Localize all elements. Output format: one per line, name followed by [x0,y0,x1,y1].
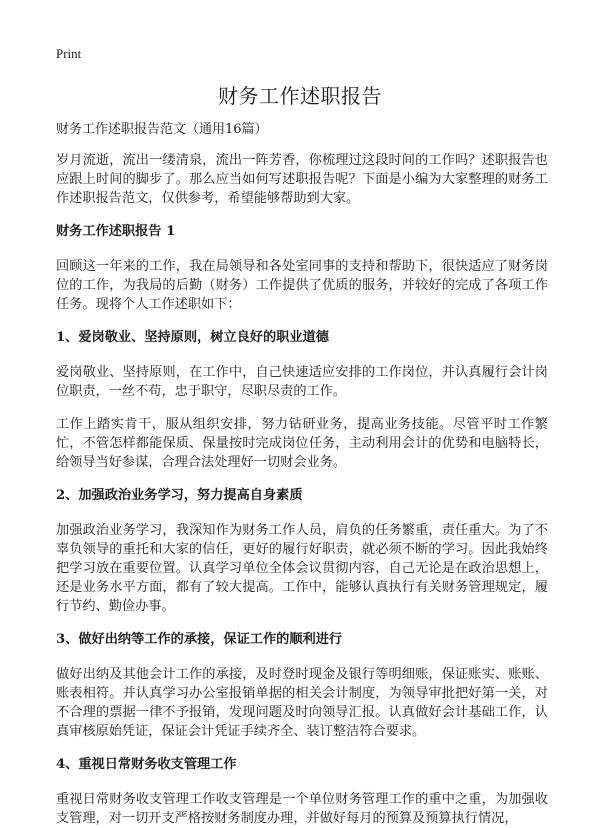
point-2-heading: 2、加强政治业务学习，努力提高自身素质 [56,488,303,503]
point-1-paragraph-1: 爱岗敬业、坚持原则，在工作中，自己快速适应安排的工作岗位，并认真履行会计岗位职责，一丝不苟，忠于职守，尽职尽责的工作。 [56,365,548,399]
section-heading: 财务工作述职报告 1 [56,224,176,239]
point-3-paragraph: 做好出纳及其他会计工作的承接，及时登时现金及银行等明细账，保证账实、账账、账表相符。并认真学习办公室报销单据的相关会计制度，为领导审批把好第一关，对不合理的票据一律不予报销，发现问题及时向领导汇报。认真做好会计基础工作，认真审核原始凭证，保证会计凭证手续齐全、装订整洁符合要求。 [56,667,548,739]
document-subtitle: 财务工作述职报告范文（通用16篇） [56,122,268,137]
point-1-heading: 1、爱岗敬业、坚持原则，树立良好的职业道德 [56,330,329,345]
point-2-paragraph: 加强政治业务学习，我深知作为财务工作人员，肩负的任务繁重，责任重大。为了不辜负领导的重托和大家的信任，更好的履行好职责，就必须不断的学习。因此我始终把学习放在重要位置。认真学习单位全体会议贯彻内容，自己无论是在政治思想上，还是业务水平方面，都有了较大提高。工作中，能够认真执行有关财务管理规定，履行节约、勤俭办事。 [56,523,548,614]
point-4-paragraph: 重视日常财务收支管理工作收支管理是一个单位财务管理工作的重中之重，为加强收支管理，对一切开支严格按财务制度办理，并做好每月的预算及预算执行情况， [56,792,548,826]
point-3-heading: 3、做好出纳等工作的承接，保证工作的顺利进行 [56,632,343,647]
point-1-paragraph-2: 工作上踏实肯干，服从组织安排，努力钻研业务，提高业务技能。尽管平时工作繁忙，不管怎样都能保质、保量按时完成岗位任务，主动利用会计的优势和电脑特长，给领导当好参谋，合理合法处理好一切财会业务。 [56,417,548,470]
page-title: 财务工作述职报告 [218,84,382,108]
print-button[interactable]: Print [56,46,82,61]
section-intro-paragraph: 回顾这一年来的工作，我在局领导和各处室同事的支持和帮助下，很快适应了财务岗位的工作，为我局的后勤（财务）工作提供了优质的服务，并较好的完成了各项工作任务。现将个人工作述职如下： [56,259,548,312]
intro-paragraph: 岁月流逝，流出一缕清泉，流出一阵芳香，你梳理过这段时间的工作吗？述职报告也应跟上时间的脚步了。那么应当如何写述职报告呢？下面是小编为大家整理的财务工作述职报告范文，仅供参考，希望能够帮助到大家。 [56,153,548,206]
document-body [56,120,548,828]
point-4-heading: 4、重视日常财务收支管理工作 [56,757,237,772]
